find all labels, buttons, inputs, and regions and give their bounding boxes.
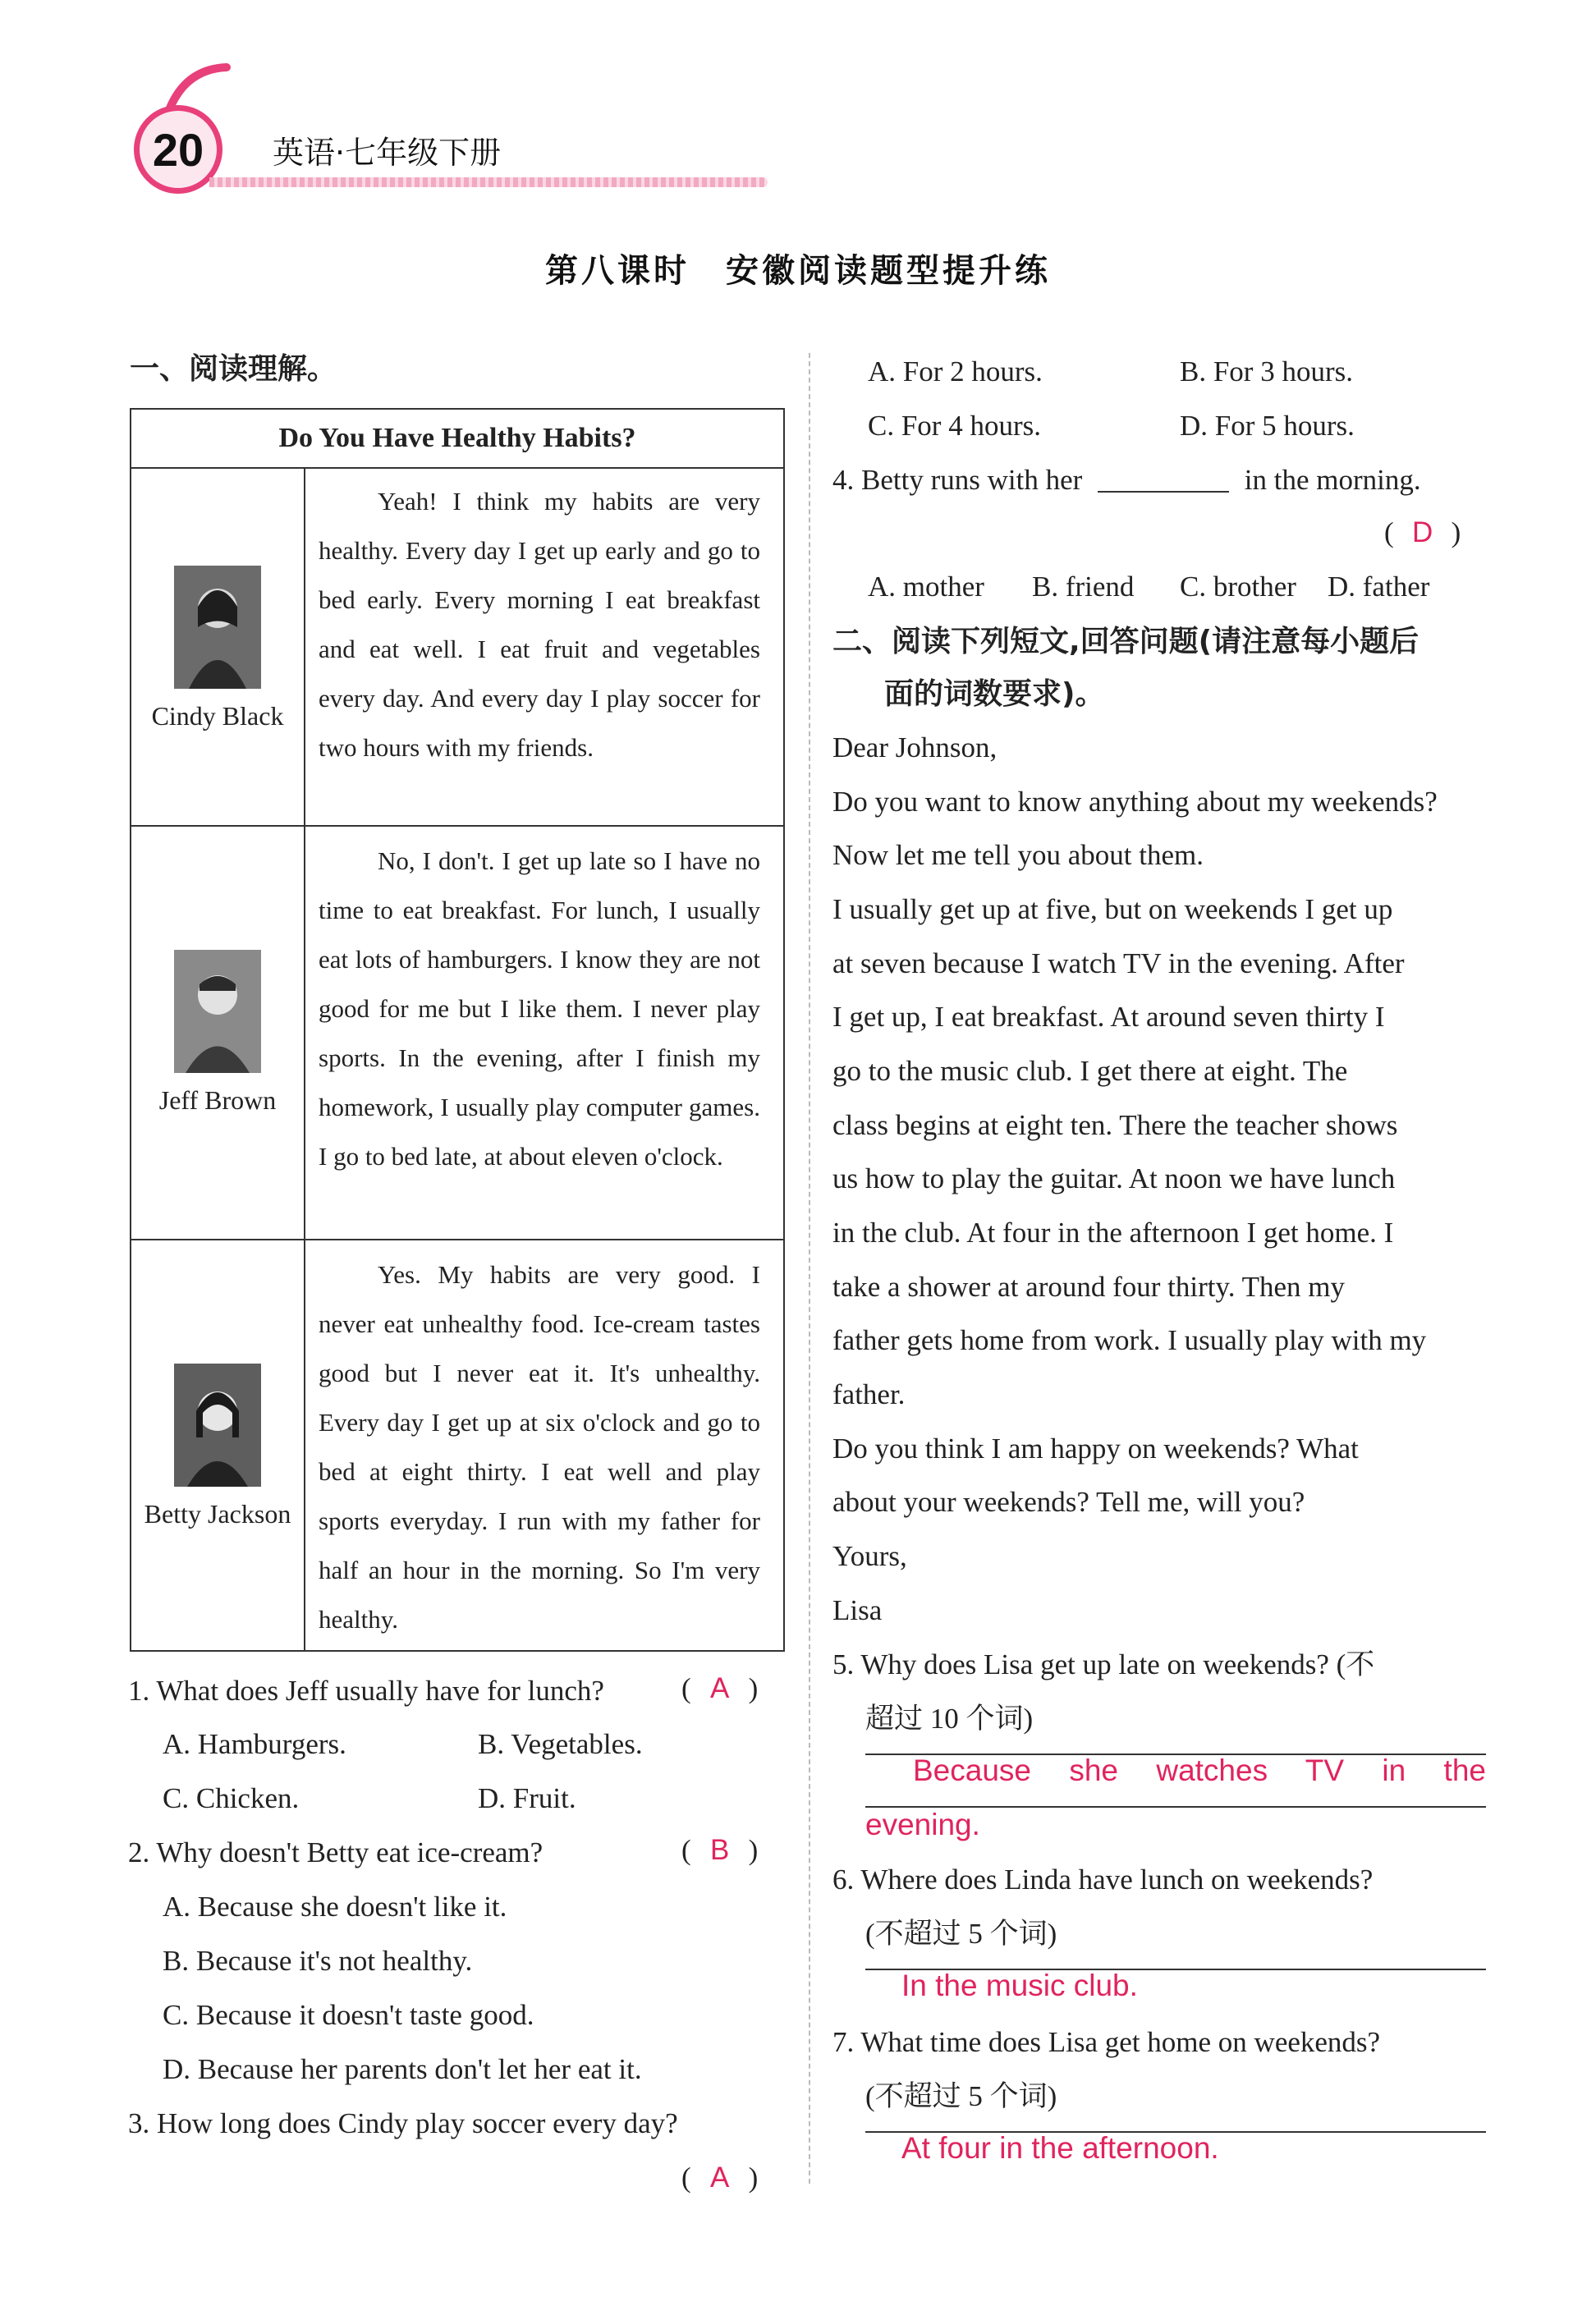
letter-line: father. <box>832 1378 906 1410</box>
page-number-badge: 20 <box>134 105 222 194</box>
table-row <box>131 827 783 1240</box>
book-title: 英语·七年级下册 <box>273 135 502 171</box>
letter-line: go to the music club. I get there at eight. The <box>832 1055 1348 1087</box>
answer-choice: B <box>709 1834 730 1866</box>
person-text: Yeah! I think my habits are very healthy. Every day I get up early and go to bed early. Every morning I eat breakfast and eat well. I eat fruit and vegetables every day. And every day I play soccer for two hours with my friends. <box>319 487 760 762</box>
question-4 <box>832 463 1421 497</box>
answer-choice: D <box>1412 516 1433 548</box>
table-row <box>131 1240 783 1650</box>
person-name: Jeff Brown <box>158 1085 277 1115</box>
answer-bracket: ( B ) <box>681 1834 759 1866</box>
person-name: Betty Jackson <box>144 1499 291 1529</box>
option: A. mother <box>868 571 984 603</box>
section2-heading: 二、阅读下列短文,回答问题(请注意每小题后 <box>832 625 1419 658</box>
header-rule <box>209 177 768 187</box>
option: D. father <box>1328 571 1430 603</box>
photo-cell <box>131 1240 305 1650</box>
letter-line: Dear Johnson, <box>832 731 998 763</box>
answer-choice: A <box>709 2162 730 2194</box>
letter-line: about your weekends? Tell me, will you? <box>832 1486 1305 1518</box>
habits-table <box>130 408 785 1652</box>
table-title: Do You Have Healthy Habits? <box>131 410 783 469</box>
option: B. friend <box>1032 571 1135 603</box>
letter-line: Now let me tell you about them. <box>832 839 1204 871</box>
table-row <box>131 467 783 827</box>
letter-line: in the club. At four in the afternoon I get home. I <box>832 1217 1394 1249</box>
option: A. Hamburgers. <box>163 1728 346 1760</box>
answer-text: At four in the afternoon. <box>901 2131 1219 2165</box>
jeff-brown-photo <box>174 950 261 1073</box>
question-7-limit: (不超过 5 个词) <box>865 2080 1057 2112</box>
answer-bracket: ( D ) <box>1384 516 1461 548</box>
letter-line: father gets home from work. I usually play with my <box>832 1324 1427 1356</box>
option: D. Fruit. <box>478 1782 576 1814</box>
option: C. Because it doesn't taste good. <box>163 1999 534 2031</box>
section2-heading-cont: 面的词数要求)。 <box>884 677 1105 711</box>
person-text: No, I don't. I get up late so I have no time to eat breakfast. For lunch, I usually eat lots of hamburgers. I know they are not good for me but I like them. I never play sports. In the evening, after I finish my homework, I usually play computer games. I go to bed late, at about eleven o'clock. <box>319 846 760 1171</box>
question-4-text: 4. Betty runs with her <box>832 464 1083 496</box>
answer-text: evening. <box>865 1808 980 1841</box>
letter-line: Yours, <box>832 1540 907 1572</box>
question-7: 7. What time does Lisa get home on weekends? <box>832 2026 1381 2058</box>
option: B. Vegetables. <box>478 1728 643 1760</box>
column-divider <box>809 353 810 2184</box>
option: D. Because her parents don't let her eat it. <box>163 2053 642 2085</box>
answer-bracket: ( A ) <box>681 2162 759 2194</box>
person-text: Yes. My habits are very good. I never eat unhealthy food. Ice-cream tastes good but I never eat it. It's unhealthy. Every day I get up at six o'clock and go to bed at eight thirty. I eat well and play sports everyday. I run with my father for half an hour in the morning. So I'm very healthy. <box>319 1260 760 1634</box>
section1-heading: 一、阅读理解。 <box>130 352 337 386</box>
letter-line: take a shower at around four thirty. Then my <box>832 1271 1345 1303</box>
lesson-title: 第八课时 安徽阅读题型提升练 <box>545 252 1051 290</box>
fill-blank <box>1098 466 1229 493</box>
question-3: 3. How long does Cindy play soccer every day? <box>128 2107 678 2139</box>
photo-cell <box>131 467 305 825</box>
letter-line: us how to play the guitar. At noon we have lunch <box>832 1162 1396 1194</box>
letter-line: Lisa <box>832 1594 883 1626</box>
option: A. Because she doesn't like it. <box>163 1891 507 1923</box>
betty-jackson-photo <box>174 1364 261 1487</box>
photo-cell <box>131 827 305 1239</box>
question-5: 5. Why does Lisa get up late on weekends? (不 <box>832 1648 1375 1680</box>
letter-line: at seven because I watch TV in the evening. After <box>832 947 1405 979</box>
letter-line: class begins at eight ten. There the teacher shows <box>832 1109 1398 1141</box>
option: C. brother <box>1180 571 1296 603</box>
letter-line: I get up, I eat breakfast. At around seven thirty I <box>832 1001 1385 1033</box>
letter-line: Do you think I am happy on weekends? What <box>832 1433 1359 1465</box>
question-2: 2. Why doesn't Betty eat ice-cream? <box>128 1836 543 1868</box>
option: A. For 2 hours. <box>868 355 1043 387</box>
answer-choice: A <box>709 1672 730 1704</box>
option: D. For 5 hours. <box>1180 410 1355 442</box>
question-5-limit: 超过 10 个词) <box>865 1703 1034 1735</box>
answer-bracket: ( A ) <box>681 1672 759 1704</box>
letter-line: I usually get up at five, but on weekends I get up <box>832 893 1393 925</box>
cindy-black-photo <box>174 566 261 689</box>
question-4-tail: in the morning. <box>1244 464 1421 496</box>
question-6-limit: (不超过 5 个词) <box>865 1918 1057 1950</box>
question-1: 1. What does Jeff usually have for lunch? <box>128 1675 604 1707</box>
question-6: 6. Where does Linda have lunch on weekends? <box>832 1864 1374 1896</box>
answer-text: Because she watches TV in the <box>913 1754 1486 1787</box>
option: C. For 4 hours. <box>868 410 1041 442</box>
option: B. Because it's not healthy. <box>163 1945 473 1977</box>
person-name: Cindy Black <box>151 701 284 731</box>
option: C. Chicken. <box>163 1782 300 1814</box>
answer-text: In the music club. <box>901 1969 1138 2002</box>
letter-line: Do you want to know anything about my weekends? <box>832 786 1438 818</box>
option: B. For 3 hours. <box>1180 355 1353 387</box>
